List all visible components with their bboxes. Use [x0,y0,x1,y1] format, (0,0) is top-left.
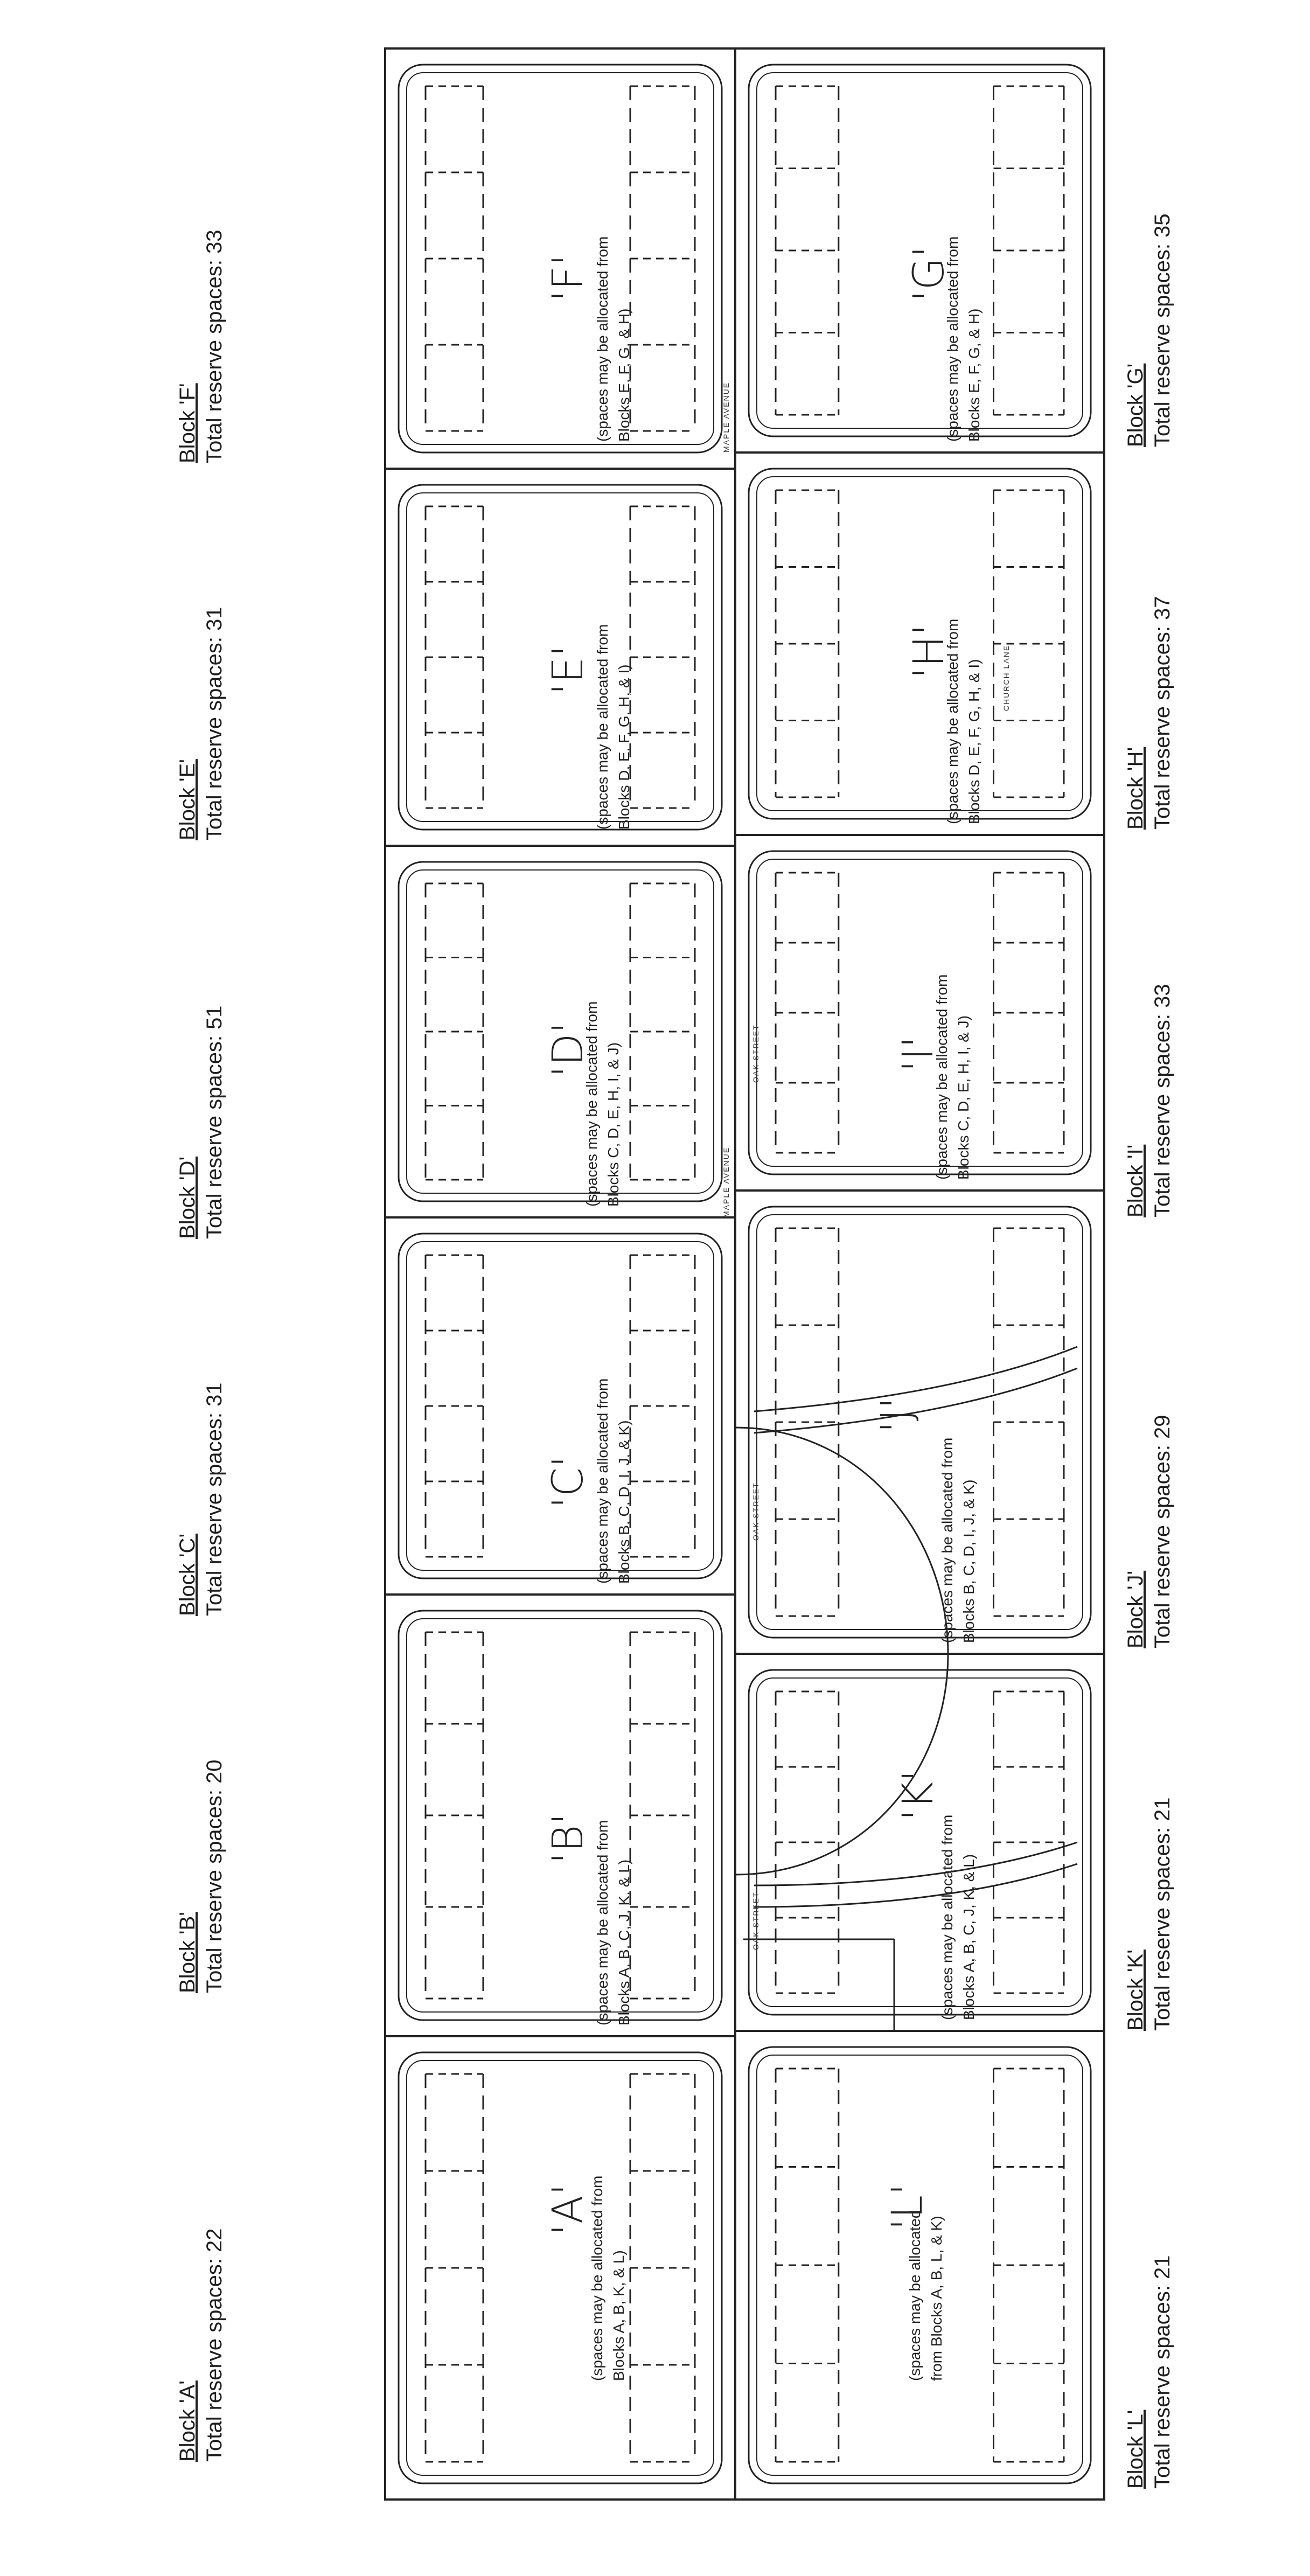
block-total-I: Total reserve spaces: 33 [1151,984,1174,1217]
block-total-G: Total reserve spaces: 35 [1151,213,1174,447]
street-label: MAPLE AVENUE [722,1146,730,1217]
block-letter-K: 'K' [894,1770,943,1821]
allocation-note-F: (spaces may be allocated from [594,236,611,442]
block-letter-J: 'J' [873,1397,921,1433]
allocation-note-I: (spaces may be allocated from [933,974,950,1180]
block-total-F: Total reserve spaces: 33 [203,229,226,463]
allocation-note-L: (spaces may be allocated [907,2210,923,2381]
street-label: MAPLE AVENUE [722,381,730,452]
block-letter-B: 'B' [544,1813,593,1864]
block-letter-L: 'L' [883,2183,932,2230]
allocation-note-F: Blocks E, F, G, & H) [616,308,632,442]
allocation-note-J: Blocks B, C, D, I, J, & K) [960,1479,977,1643]
block-total-H: Total reserve spaces: 37 [1151,596,1174,830]
allocation-note-K: (spaces may be allocated from [939,1814,956,2020]
block-label-L: Block 'L' [1124,2410,1147,2489]
block-letter-H: 'H' [905,624,953,679]
block-label-A: Block 'A' [176,2380,199,2462]
block-total-D: Total reserve spaces: 51 [203,1005,226,1239]
allocation-note-D: (spaces may be allocated from [583,1001,600,1207]
block-letter-G: 'G' [905,246,953,302]
block-total-E: Total reserve spaces: 31 [203,607,226,840]
allocation-note-L: from Blocks A, B, L, & K) [928,2216,945,2381]
allocation-note-C: Blocks B, C, D, I, J, & K) [616,1420,632,1584]
block-total-L: Total reserve spaces: 21 [1151,2255,1174,2489]
block-letter-F: 'F' [544,254,593,302]
block-letter-I: 'I' [894,1036,943,1072]
allocation-note-E: (spaces may be allocated from [594,624,611,830]
allocation-note-G: (spaces may be allocated from [944,236,961,442]
block-letter-A: 'A' [544,2183,593,2236]
allocation-note-C: (spaces may be allocated from [594,1378,611,1584]
allocation-note-D: Blocks C, D, E, H, I, & J) [605,1042,622,1207]
street-label: OAK STREET [751,1024,760,1083]
block-letter-D: 'D' [544,1022,593,1077]
allocation-note-K: Blocks A, B, C, J, K, & L) [960,1854,977,2020]
allocation-note-I: Blocks C, D, E, H, I, & J) [955,1015,972,1180]
allocation-note-A: Blocks A, B, K, & L) [610,2250,627,2381]
block-label-C: Block 'C' [176,1533,199,1616]
block-letter-C: 'C' [544,1456,593,1508]
allocation-note-H: (spaces may be allocated from [944,618,961,824]
block-label-B: Block 'B' [176,1912,199,1993]
street-label: OAK STREET [751,1482,760,1541]
block-label-K: Block 'K' [1124,1950,1147,2031]
block-label-H: Block 'H' [1124,747,1147,830]
allocation-note-A: (spaces may be allocated from [589,2175,605,2381]
block-label-E: Block 'E' [176,759,199,840]
allocation-note-H: Blocks D, E, F, G, H, & I) [966,659,982,824]
street-label: CHURCH LANE [1002,644,1011,711]
allocation-note-B: Blocks A, B, C, J, K, & L) [616,1859,632,2025]
block-total-J: Total reserve spaces: 29 [1151,1415,1174,1648]
block-total-B: Total reserve spaces: 20 [203,1759,226,1993]
block-label-F: Block 'F' [176,383,199,463]
block-total-A: Total reserve spaces: 22 [203,2228,226,2462]
street-label: OAK STREET [751,1891,760,1950]
allocation-note-J: (spaces may be allocated from [939,1437,956,1643]
block-label-D: Block 'D' [176,1156,199,1239]
block-label-G: Block 'G' [1124,363,1147,447]
allocation-note-B: (spaces may be allocated from [594,1820,611,2025]
block-total-K: Total reserve spaces: 21 [1151,1797,1174,2031]
block-letter-E: 'E' [544,645,593,695]
block-label-J: Block 'J' [1124,1570,1147,1648]
allocation-note-E: Blocks D, E, F, G, H, & I) [616,664,632,830]
allocation-note-G: Blocks E, F, G, & H) [966,308,982,442]
block-label-I: Block 'I' [1124,1144,1147,1217]
block-total-C: Total reserve spaces: 31 [203,1382,226,1616]
